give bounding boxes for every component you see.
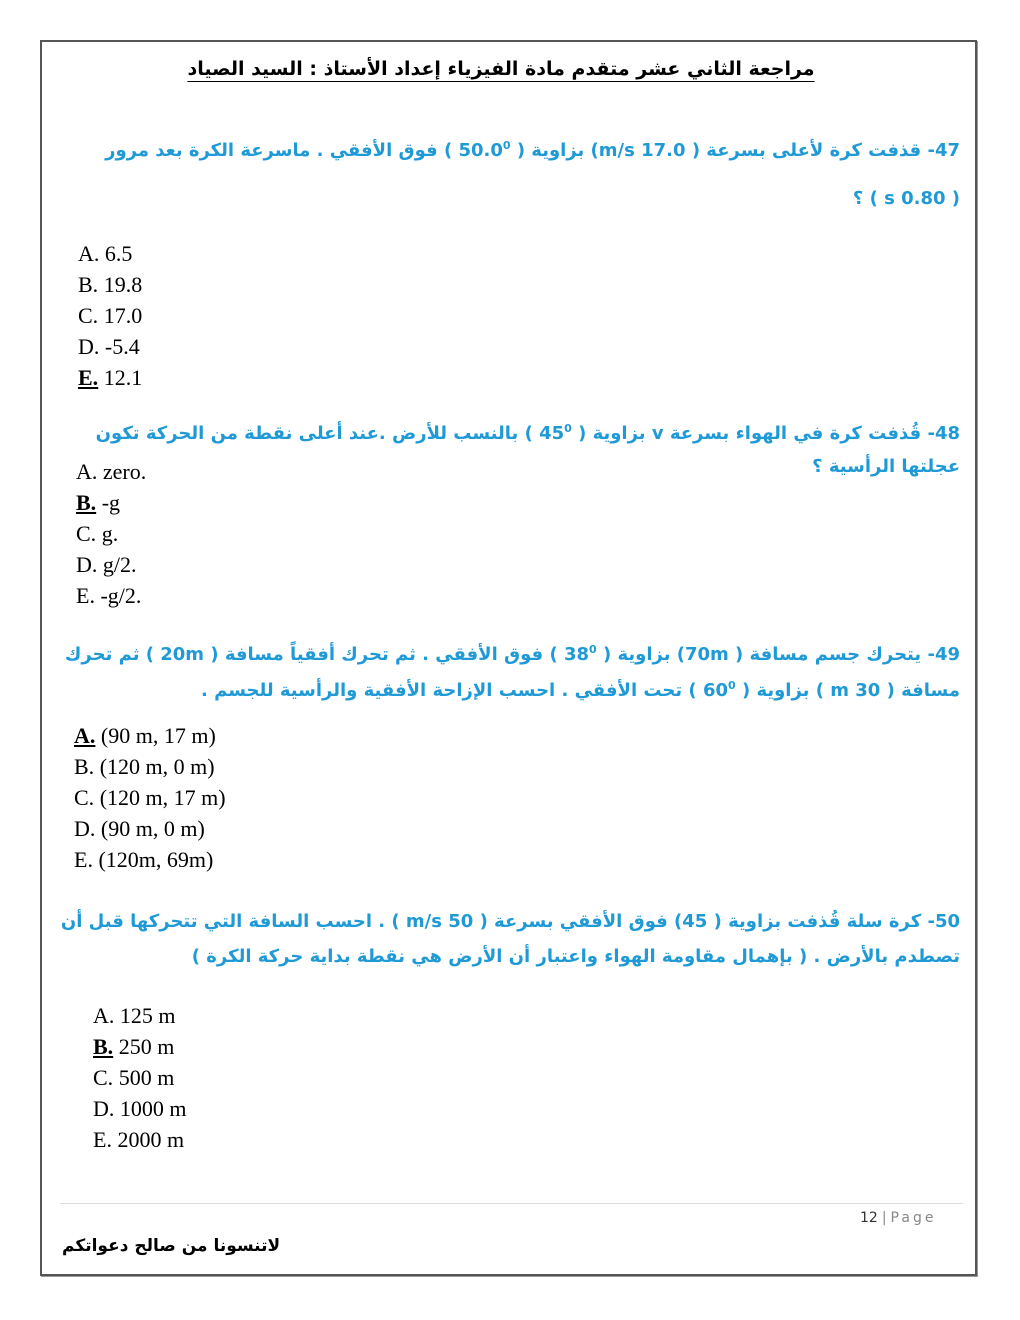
option-e: E. 2000 m	[93, 1127, 185, 1152]
question-49-line-2: مسافة ( 30 m ) بزاوية ( $60^0$ ) تحت الأفقي . احسب الإزاحة الأفقية والرأسية للجسم .	[201, 679, 960, 701]
question-47-line-1: 47- قذفت كرة لأعلى بسرعة ( 17.0 m/s) بزاوية ( 50.0$^0$ ) فوق الأفقي . ماسرعة الكرة بعد مرور	[105, 139, 960, 161]
footer-dua: لاتنسونا من صالح دعواتكم	[62, 1236, 281, 1256]
question-50-line-2: تصطدم بالأرض . ( بإهمال مقاومة الهواء واعتبار أن الأرض هي نقطة بداية حركة الكرة )	[191, 946, 960, 967]
option-b: B. 19.8	[78, 272, 143, 297]
option-a: A. 6.5	[78, 241, 133, 266]
question-47-line-2: ( 0.80 s ) ؟	[852, 188, 960, 209]
option-a: A. 125 m	[93, 1003, 176, 1028]
option-d: D. (90 m, 0 m)	[74, 816, 205, 841]
question-number: 49-	[927, 644, 960, 665]
footer-divider	[60, 1203, 963, 1204]
option-b: B. (120 m, 0 m)	[74, 754, 215, 779]
question-number: 47-	[927, 140, 960, 161]
page-number: 12 | Page	[860, 1210, 937, 1226]
option-d: D. 1000 m	[93, 1096, 187, 1121]
option-b-correct: B. -g	[76, 490, 121, 515]
question-47-options	[78, 238, 142, 393]
option-c: C. (120 m, 17 m)	[74, 785, 226, 810]
option-d: D. -5.4	[78, 334, 140, 359]
question-49-line-1: 49- يتحرك جسم مسافة ( 70m) بزاوية ( $38^0$ ) فوق الأفقي . ثم تحرك أفقياً مسافة ( 20m ) ثم تحرك	[64, 643, 960, 665]
question-50-line-1: 50- كرة سلة قُذفت بزاوية ( 45) فوق الأفقي بسرعة ( 50 m/s ) . احسب السافة التي تتحركها قبل أن	[60, 911, 960, 932]
option-b-correct: B. 250 m	[93, 1034, 175, 1059]
header-title: مراجعة الثاني عشر متقدم مادة الفيزياء إعداد الأستاذ : السيد الصياد	[187, 58, 815, 80]
question-50-options	[93, 1000, 187, 1155]
question-49-options	[74, 720, 226, 875]
question-48-options	[76, 456, 146, 611]
option-c: C. 500 m	[93, 1065, 175, 1090]
question-number: 48-	[927, 423, 960, 444]
option-a-correct: A. (90 m, 17 m)	[74, 723, 216, 748]
option-d: D. g/2.	[76, 552, 137, 577]
option-e: E. -g/2.	[76, 583, 142, 608]
option-e-correct: E. 12.1	[78, 365, 143, 390]
page-header	[150, 58, 852, 80]
option-a: A. zero.	[76, 459, 147, 484]
option-e: E. (120m, 69m)	[74, 847, 214, 872]
option-c: C. g.	[76, 521, 119, 546]
question-48-line-1: 48- قُذفت كرة في الهواء بسرعة v بزاوية ( $45^0$ ) بالنسب للأرض .عند أعلى نقطة من الحركة تكون	[95, 422, 960, 444]
option-c: C. 17.0	[78, 303, 143, 328]
question-48-line-2: عجلتها الرأسية ؟	[812, 456, 960, 477]
question-number: 50-	[927, 911, 960, 932]
